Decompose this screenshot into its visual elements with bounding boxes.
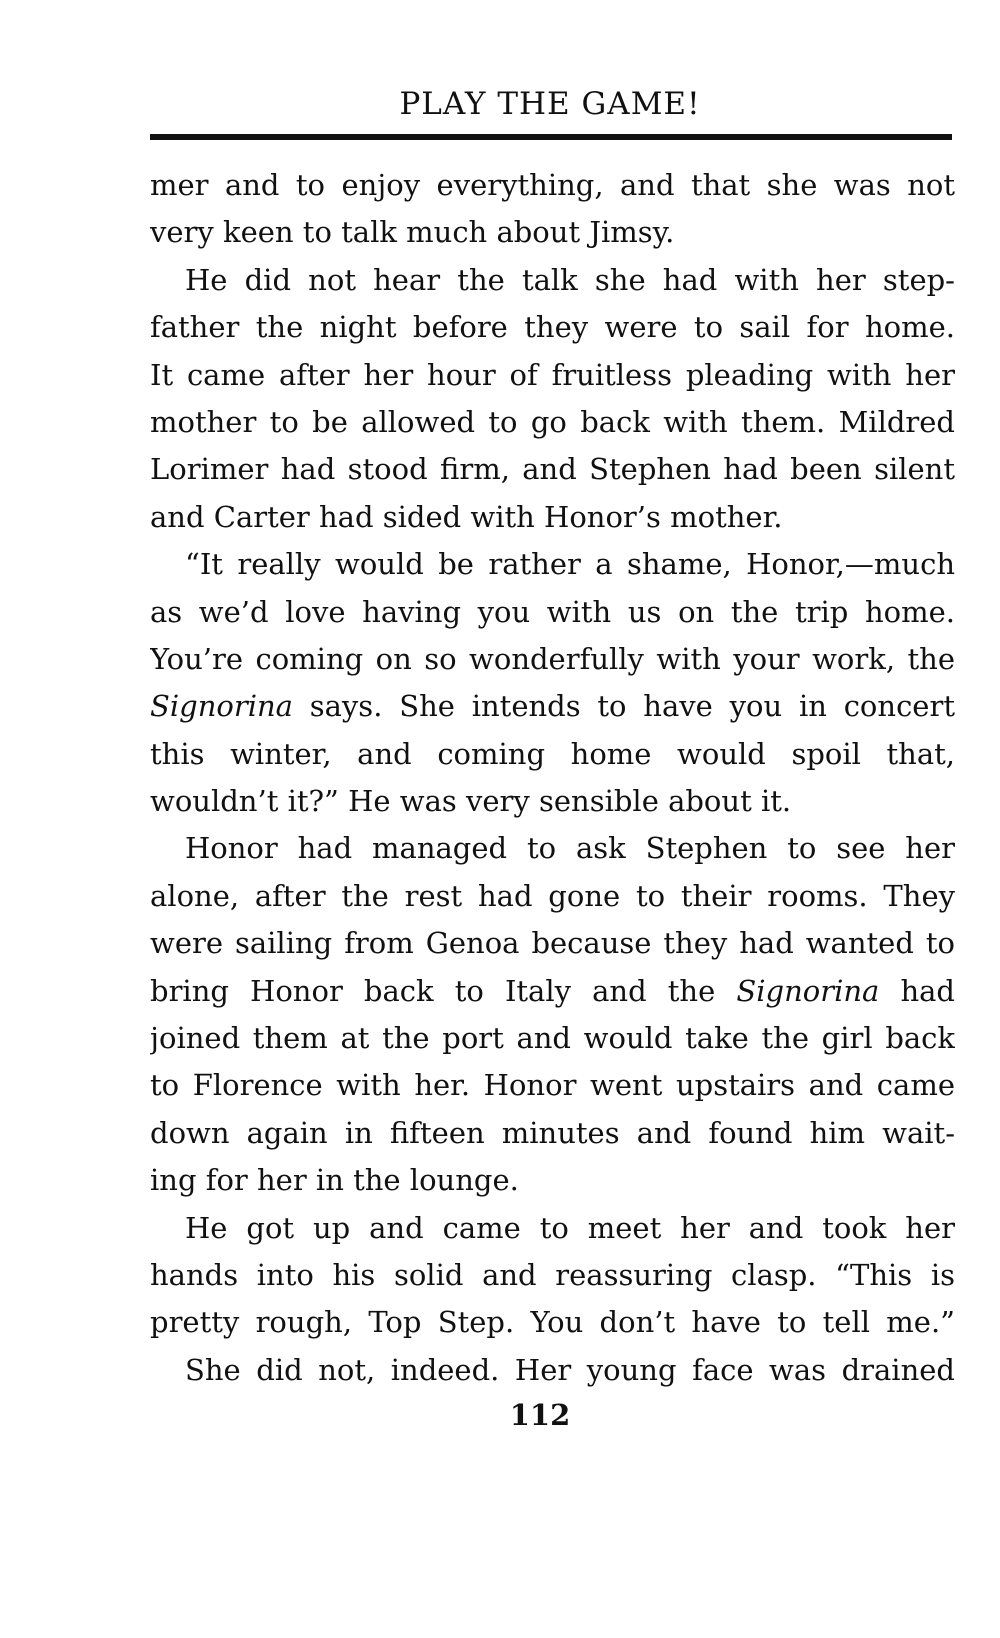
running-head: PLAY THE GAME! [399, 86, 701, 122]
text-line: She did not, indeed. Her young face was drained [185, 1352, 955, 1387]
text-line: to Florence with her. Honor went upstairs and came [150, 1068, 955, 1103]
text-line: down again in fifteen minutes and found him wait- [150, 1115, 955, 1150]
text-line: pretty rough, Top Step. You don’t have to tell me.” [150, 1305, 955, 1340]
text-line: You’re coming on so wonderfully with your work, the [150, 641, 955, 676]
text-line: Honor had managed to ask Stephen to see her [185, 831, 955, 866]
text-line: Lorimer had stood firm, and Stephen had been silent [150, 452, 955, 487]
text-line: very keen to talk much about Jimsy. [150, 215, 675, 250]
text-line: ing for her in the lounge. [150, 1163, 519, 1198]
body-text [150, 162, 955, 1394]
text-line: were sailing from Genoa because they had wanted to [150, 926, 955, 961]
page-number: 112 [509, 1398, 571, 1432]
text-line: and Carter had sided with Honor’s mother. [150, 499, 783, 534]
header-rule [150, 134, 952, 140]
text-line: He got up and came to meet her and took her [185, 1210, 955, 1245]
text-line: “It really would be rather a shame, Honor,—much [185, 547, 955, 582]
text-line: as we’d love having you with us on the trip home. [150, 594, 955, 629]
text-line: this winter, and coming home would spoil that, [150, 736, 955, 771]
text-line: It came after her hour of fruitless pleading with her [150, 357, 955, 392]
text-line: mother to be allowed to go back with them. Mildred [150, 404, 955, 439]
text-line: alone, after the rest had gone to their rooms. They [150, 878, 955, 913]
text-line: father the night before they were to sail for home. [150, 310, 955, 345]
text-line: Signorina says. She intends to have you in concert [150, 689, 955, 724]
text-line: hands into his solid and reassuring clasp. “This is [150, 1257, 955, 1292]
text-line: bring Honor back to Italy and the Signorina had [150, 973, 955, 1008]
text-line: wouldn’t it?” He was very sensible about it. [150, 784, 792, 819]
text-line: mer and to enjoy everything, and that she was not [150, 168, 955, 202]
text-line: He did not hear the talk she had with her step- [185, 262, 955, 297]
text-line: joined them at the port and would take the girl back [150, 1021, 955, 1056]
